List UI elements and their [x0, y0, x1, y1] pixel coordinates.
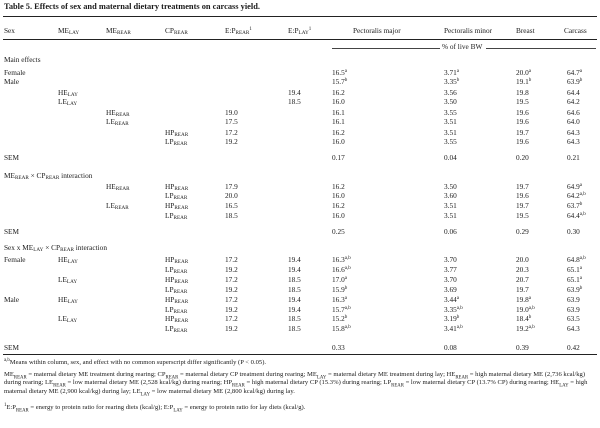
factor-cell: $LE_{LAY}$: [58, 97, 78, 107]
data-cell: 63.7$^b$: [567, 201, 583, 210]
factor-cell: 19.2: [225, 305, 238, 314]
factor-cell: 19.4: [288, 265, 301, 274]
factor-cell: 17.9: [225, 182, 238, 191]
data-cell: 16.3$^{a,b}$: [332, 255, 351, 264]
factor-cell: $LP_{REAR}$: [165, 305, 188, 315]
factor-cell: $HP_{REAR}$: [165, 128, 189, 138]
data-cell: 15.2$^b$: [332, 314, 348, 323]
data-cell: 15.7$^{a,b}$: [332, 305, 351, 314]
section-label: Main effects: [4, 55, 41, 64]
data-cell: 19.5: [516, 97, 529, 106]
data-cell: 17.0$^a$: [332, 275, 348, 284]
data-cell: 16.0: [332, 97, 345, 106]
row-label: Female: [4, 255, 26, 264]
data-cell: 19.7: [516, 128, 529, 137]
factor-cell: 17.2: [225, 128, 238, 137]
data-cell: 64.9$^a$: [567, 182, 583, 191]
data-cell: 3.70: [444, 275, 457, 284]
row-label: SEM: [4, 343, 20, 352]
data-cell: 16.3$^a$: [332, 295, 348, 304]
data-cell: 3.55: [444, 108, 457, 117]
factor-cell: $LE_{LAY}$: [58, 275, 78, 285]
data-cell: 16.6$^{a,b}$: [332, 265, 351, 274]
data-cell: 3.60: [444, 191, 457, 200]
unit-line-right: [486, 48, 596, 49]
bottom-rule: [3, 354, 597, 355]
factor-cell: 17.2: [225, 295, 238, 304]
data-cell: 20.3: [516, 265, 529, 274]
factor-cell: $LP_{REAR}$: [165, 324, 188, 334]
data-cell: 16.0: [332, 191, 345, 200]
factor-cell: 19.2: [225, 265, 238, 274]
data-cell: 0.08: [444, 343, 457, 352]
factor-cell: 20.0: [225, 191, 238, 200]
data-cell: 19.6: [516, 137, 529, 146]
data-cell: 64.3: [567, 137, 580, 146]
data-cell: 0.29: [516, 227, 529, 236]
data-cell: 3.41$^{a,b}$: [444, 324, 463, 333]
data-cell: 0.25: [332, 227, 345, 236]
data-cell: 20.0$^a$: [516, 68, 532, 77]
data-cell: 20.0: [516, 255, 529, 264]
data-cell: 16.2: [332, 128, 345, 137]
data-cell: 16.1: [332, 108, 345, 117]
row-label: Male: [4, 295, 19, 304]
factor-cell: 18.5: [288, 314, 301, 323]
footnote: $^{a,b}$Means within column, sex, and effect with no common superscript differ significantly (P < 0.05).: [4, 357, 267, 366]
factor-cell: 19.4: [288, 295, 301, 304]
data-cell: 65.1$^a$: [567, 265, 583, 274]
data-cell: 3.51: [444, 128, 457, 137]
data-cell: 19.7: [516, 201, 529, 210]
data-cell: 64.4$^{a,b}$: [567, 211, 586, 220]
data-cell: 0.30: [567, 227, 580, 236]
factor-cell: $HE_{REAR}$: [106, 108, 130, 118]
factor-cell: 19.2: [225, 137, 238, 146]
factor-cell: $HP_{REAR}$: [165, 295, 189, 305]
data-cell: 0.42: [567, 343, 580, 352]
data-cell: 3.69: [444, 285, 457, 294]
data-cell: 3.51: [444, 201, 457, 210]
data-cell: 64.7$^a$: [567, 68, 583, 77]
data-cell: 16.2: [332, 201, 345, 210]
column-header: Breast: [516, 26, 535, 35]
data-cell: 3.19$^b$: [444, 314, 460, 323]
factor-cell: 17.2: [225, 314, 238, 323]
column-header: Sex: [4, 26, 15, 35]
factor-cell: $HP_{REAR}$: [165, 201, 189, 211]
factor-cell: 18.5: [288, 324, 301, 333]
column-header: Carcass: [564, 26, 587, 35]
data-cell: 0.17: [332, 153, 345, 162]
factor-cell: $HE_{LAY}$: [58, 88, 78, 98]
data-cell: 0.06: [444, 227, 457, 236]
data-cell: 19.6: [516, 108, 529, 117]
data-cell: 0.21: [567, 153, 580, 162]
factor-cell: 18.5: [288, 97, 301, 106]
data-cell: 3.35$^b$: [444, 77, 460, 86]
data-cell: 3.35$^{a,b}$: [444, 305, 463, 314]
factor-cell: $LE_{REAR}$: [106, 117, 129, 127]
factor-cell: 16.5: [225, 201, 238, 210]
data-cell: 15.7$^b$: [332, 77, 348, 86]
column-header: $ME_{LAY}$: [58, 26, 80, 36]
data-cell: 3.56: [444, 88, 457, 97]
data-cell: 0.33: [332, 343, 345, 352]
factor-cell: $LE_{REAR}$: [106, 201, 129, 211]
data-cell: 20.7: [516, 275, 529, 284]
column-header: Pectoralis major: [353, 26, 401, 35]
factor-cell: 17.2: [225, 275, 238, 284]
column-header: $CP_{REAR}$: [165, 26, 188, 36]
data-cell: 64.4: [567, 88, 580, 97]
factor-cell: 19.4: [288, 305, 301, 314]
data-cell: 19.6: [516, 191, 529, 200]
factor-cell: 18.5: [288, 285, 301, 294]
data-cell: 63.9: [567, 295, 580, 304]
data-cell: 63.9$^b$: [567, 77, 583, 86]
factor-cell: 18.5: [225, 211, 238, 220]
data-cell: 19.7: [516, 285, 529, 294]
data-cell: 63.5: [567, 314, 580, 323]
data-cell: 64.0: [567, 117, 580, 126]
data-cell: 19.7: [516, 182, 529, 191]
data-cell: 64.2: [567, 97, 580, 106]
data-cell: 16.1: [332, 117, 345, 126]
data-cell: 18.4$^b$: [516, 314, 532, 323]
unit-label: % of live BW: [442, 42, 483, 51]
data-cell: 3.50: [444, 182, 457, 191]
header-rule: [3, 39, 597, 40]
top-rule: [3, 16, 597, 17]
data-cell: 0.39: [516, 343, 529, 352]
data-cell: 64.6: [567, 108, 580, 117]
data-cell: 19.6: [516, 117, 529, 126]
column-header: $ME_{REAR}$: [106, 26, 131, 36]
factor-cell: 19.0: [225, 108, 238, 117]
data-cell: 16.0: [332, 137, 345, 146]
factor-cell: 18.5: [288, 275, 301, 284]
row-label: Male: [4, 77, 19, 86]
footnote: $ME_{REAR}$ = maternal dietary ME treatment during rearing; $CP_{REAR}$ = maternal dietary CP treatment during rearing; $ME_{LAY}$ = maternal dietary ME treatment during lay; $HE_{REAR}$ = high maternal dietary ME (2,736 kcal/kg) during rearing; $LE_{REAR}$ = low maternal dietary ME (2,528 kcal/kg) during rearing; $HP_{REAR}$ = high maternal dietary CP (15.3%) during rearing; $LP_{REAR}$ = low maternal dietary CP (13.7% CP) during rearing; $HE_{LAY}$ = high maternal dietary ME (2,900 kcal/kg) during lay; $LE_{LAY}$ = low maternal dietary ME (2,800 kcal/kg) during lay.: [4, 371, 588, 397]
section-label: $ME_{REAR} \times CP_{REAR}$ interaction: [4, 171, 93, 181]
data-cell: 64.2$^{a,b}$: [567, 191, 586, 200]
data-cell: 15.9$^b$: [332, 285, 348, 294]
factor-cell: $HP_{REAR}$: [165, 314, 189, 324]
table-title: Table 5. Effects of sex and maternal dietary treatments on carcass yield.: [4, 2, 260, 11]
column-header: Pectoralis minor: [444, 26, 493, 35]
data-cell: 16.0: [332, 211, 345, 220]
row-label: SEM: [4, 227, 20, 236]
data-cell: 19.8: [516, 88, 529, 97]
footnote: $^1E:P_{REAR}$ = energy to protein ratio for rearing diets (kcal/g); $E:P_{LAY}$ = energy to protein ratio for lay diets (kcal/g).: [4, 402, 306, 414]
factor-cell: $LP_{REAR}$: [165, 211, 188, 221]
factor-cell: $LP_{REAR}$: [165, 191, 188, 201]
data-cell: 19.8$^a$: [516, 295, 532, 304]
factor-cell: $LP_{REAR}$: [165, 137, 188, 147]
data-cell: 19.1$^b$: [516, 77, 532, 86]
factor-cell: $LE_{LAY}$: [58, 314, 78, 324]
section-label: Sex x $ME_{LAY} \times CP_{REAR}$ interaction: [4, 243, 107, 253]
factor-cell: 19.4: [288, 88, 301, 97]
unit-line-left: [332, 48, 440, 49]
data-cell: 3.50: [444, 97, 457, 106]
data-cell: 63.9: [567, 305, 580, 314]
factor-cell: $HE_{REAR}$: [106, 182, 130, 192]
data-cell: 16.5$^a$: [332, 68, 348, 77]
data-cell: 16.2: [332, 88, 345, 97]
data-cell: 3.51: [444, 211, 457, 220]
data-cell: 19.5: [516, 211, 529, 220]
factor-cell: 19.4: [288, 255, 301, 264]
data-cell: 65.1$^a$: [567, 275, 583, 284]
data-cell: 15.8$^{a,b}$: [332, 324, 351, 333]
data-cell: 64.3: [567, 324, 580, 333]
factor-cell: 17.5: [225, 117, 238, 126]
row-label: SEM: [4, 153, 20, 162]
factor-cell: $HP_{REAR}$: [165, 275, 189, 285]
data-cell: 64.8$^{a,b}$: [567, 255, 586, 264]
factor-cell: 19.2: [225, 285, 238, 294]
factor-cell: $HE_{LAY}$: [58, 255, 78, 265]
data-cell: 63.9$^b$: [567, 285, 583, 294]
factor-cell: $HP_{REAR}$: [165, 255, 189, 265]
factor-cell: $LP_{REAR}$: [165, 285, 188, 295]
data-cell: 0.20: [516, 153, 529, 162]
data-cell: 3.71$^a$: [444, 68, 460, 77]
factor-cell: $LP_{REAR}$: [165, 265, 188, 275]
data-cell: 3.44$^a$: [444, 295, 460, 304]
column-header: $E:P_{LAY}^1$: [288, 26, 312, 36]
factor-cell: 17.2: [225, 255, 238, 264]
row-label: Female: [4, 68, 26, 77]
data-cell: 16.2: [332, 182, 345, 191]
data-cell: 3.77: [444, 265, 457, 274]
factor-cell: $HE_{LAY}$: [58, 295, 78, 305]
data-cell: 0.04: [444, 153, 457, 162]
data-cell: 3.51: [444, 117, 457, 126]
data-cell: 64.3: [567, 128, 580, 137]
factor-cell: 19.2: [225, 324, 238, 333]
factor-cell: $HP_{REAR}$: [165, 182, 189, 192]
data-cell: 19.2$^{a,b}$: [516, 324, 535, 333]
data-cell: 3.55: [444, 137, 457, 146]
data-cell: 19.0$^{a,b}$: [516, 305, 535, 314]
data-cell: 3.70: [444, 255, 457, 264]
column-header: $E:P_{REAR}^1$: [225, 26, 252, 36]
